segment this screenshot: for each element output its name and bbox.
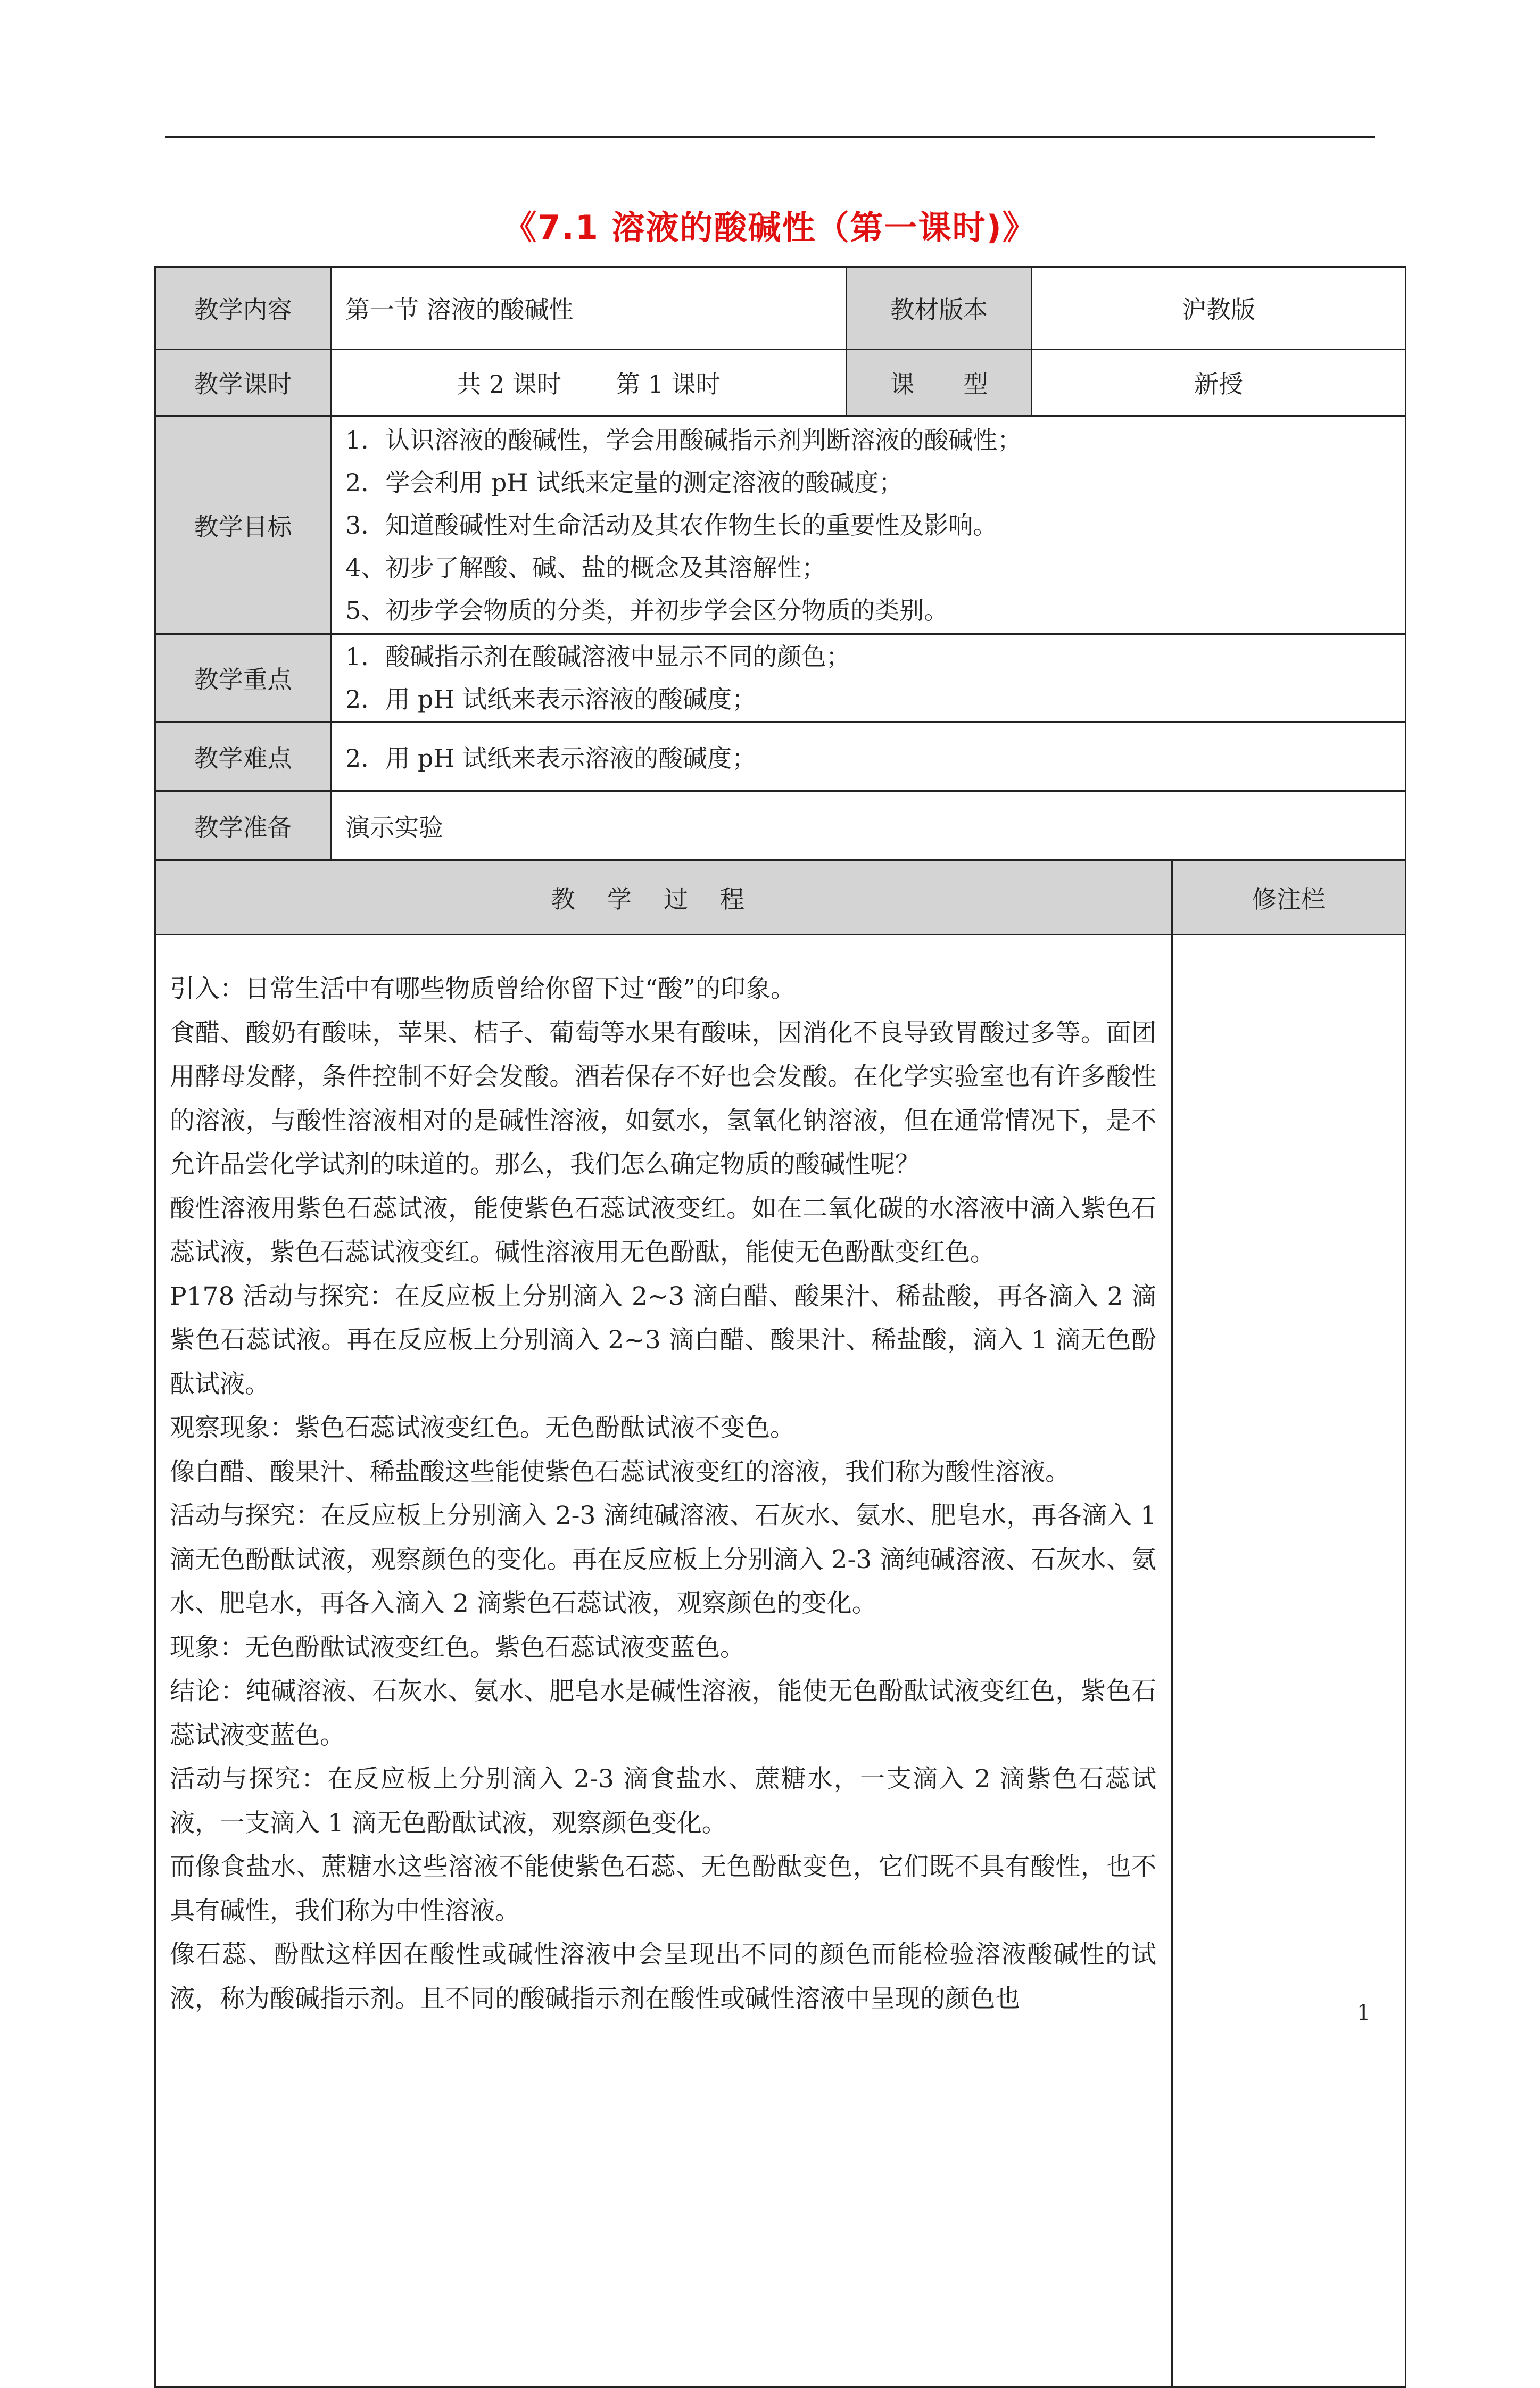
goal-item: 4、初步了解酸、碱、盐的概念及其溶解性； bbox=[345, 553, 826, 582]
process-paragraph: 活动与探究：在反应板上分别滴入 2-3 滴食盐水、蔗糖水，一支滴入 2 滴紫色石蕊试液，一支滴入 1 滴无色酚酞试液，观察颜色变化。 bbox=[170, 1764, 1156, 1838]
goal-item: 1．认识溶液的酸碱性，学会用酸碱指示剂判断溶液的酸碱性； bbox=[345, 425, 1022, 454]
row-content bbox=[155, 267, 1406, 350]
process-paragraph: 现象：无色酚酞试液变红色。紫色石蕊试液变蓝色。 bbox=[170, 1632, 745, 1662]
process-header: 教学过程 bbox=[155, 860, 1172, 935]
lesson-plan-table bbox=[154, 266, 1406, 2388]
prep-value: 演示实验 bbox=[331, 791, 1406, 860]
prep-label: 教学准备 bbox=[155, 791, 331, 860]
difficulty-label: 教学难点 bbox=[155, 722, 331, 791]
hours-label: 教学课时 bbox=[155, 350, 331, 416]
type-value: 新授 bbox=[1032, 350, 1406, 416]
page-number: 1 bbox=[1357, 2001, 1371, 2025]
process-paragraph: 结论：纯碱溶液、石灰水、氨水、肥皂水是碱性溶液，能使无色酚酞试液变红色，紫色石蕊试液变蓝色。 bbox=[170, 1677, 1156, 1750]
key-item: 2．用 pH 试纸来表示溶液的酸碱度； bbox=[345, 685, 757, 714]
goal-item: 5、初步学会物质的分类，并初步学会区分物质的类别。 bbox=[345, 595, 949, 625]
process-body bbox=[155, 935, 1172, 2387]
key-list bbox=[331, 634, 1406, 722]
key-item: 1．酸碱指示剂在酸碱溶液中显示不同的颜色； bbox=[345, 642, 851, 671]
difficulty-value: 2．用 pH 试纸来表示溶液的酸碱度； bbox=[331, 722, 1406, 791]
hours-value bbox=[331, 350, 847, 416]
notes-column bbox=[1172, 935, 1406, 2387]
goal-item: 2．学会利用 pH 试纸来定量的测定溶液的酸碱度； bbox=[345, 468, 904, 497]
goals-label: 教学目标 bbox=[155, 416, 331, 634]
goal-item: 3．知道酸碱性对生命活动及其农作物生长的重要性及影响。 bbox=[345, 510, 998, 540]
process-paragraph: 像石蕊、酚酞这样因在酸性或碱性溶液中会呈现出不同的颜色而能检验溶液酸碱性的试液，称为酸碱指示剂。且不同的酸碱指示剂在酸性或碱性溶液中呈现的颜色也 bbox=[170, 1940, 1156, 2013]
row-goals bbox=[155, 416, 1406, 634]
process-paragraph: P178 活动与探究：在反应板上分别滴入 2~3 滴白醋、酸果汁、稀盐酸，再各滴入 2 滴紫色石蕊试液。再在反应板上分别滴入 2~3 滴白醋、酸果汁、稀盐酸，滴入 1 滴无色酚酞试液。 bbox=[170, 1281, 1156, 1399]
row-difficulty bbox=[155, 722, 1406, 791]
process-paragraph: 酸性溶液用紫色石蕊试液，能使紫色石蕊试液变红。如在二氧化碳的水溶液中滴入紫色石蕊试液，紫色石蕊试液变红。碱性溶液用无色酚酞，能使无色酚酞变红色。 bbox=[170, 1193, 1156, 1267]
edition-label: 教材版本 bbox=[847, 267, 1032, 350]
hours-current: 第 1 课时 bbox=[616, 370, 721, 399]
key-label: 教学重点 bbox=[155, 634, 331, 722]
row-key-points bbox=[155, 634, 1406, 722]
process-paragraph: 像白醋、酸果汁、稀盐酸这些能使紫色石蕊试液变红的溶液，我们称为酸性溶液。 bbox=[170, 1457, 1070, 1487]
row-hours bbox=[155, 350, 1406, 416]
row-process-header bbox=[155, 860, 1406, 935]
process-paragraph: 活动与探究：在反应板上分别滴入 2-3 滴纯碱溶液、石灰水、氨水、肥皂水，再各滴入 1 滴无色酚酞试液，观察颜色的变化。再在反应板上分别滴入 2-3 滴纯碱溶液、石灰水、氨水、肥皂水，再各入滴入 2 滴紫色石蕊试液，观察颜色的变化。 bbox=[170, 1501, 1156, 1618]
content-value: 第一节 溶液的酸碱性 bbox=[331, 267, 847, 350]
process-paragraph: 食醋、酸奶有酸味，苹果、桔子、葡萄等水果有酸味，因消化不良导致胃酸过多等。面团用酵母发酵，条件控制不好会发酸。酒若保存不好也会发酸。在化学实验室也有许多酸性的溶液，与酸性溶液相对的是碱性溶液，如氨水，氢氧化钠溶液，但在通常情况下，是不允许品尝化学试剂的味道的。那么，我们怎么确定物质的酸碱性呢？ bbox=[170, 1018, 1156, 1179]
type-label: 课 型 bbox=[847, 350, 1032, 416]
edition-value: 沪教版 bbox=[1032, 267, 1406, 350]
content-label: 教学内容 bbox=[155, 267, 331, 350]
document-title: 《7.1 溶液的酸碱性（第一课时)》 bbox=[503, 208, 1037, 247]
process-paragraph: 而像食盐水、蔗糖水这些溶液不能使紫色石蕊、无色酚酞变色，它们既不具有酸性，也不具有碱性，我们称为中性溶液。 bbox=[170, 1852, 1156, 1926]
process-paragraph: 引入：日常生活中有哪些物质曾给你留下过“酸”的印象。 bbox=[170, 974, 796, 1004]
goals-list bbox=[331, 416, 1406, 634]
header-rule bbox=[165, 136, 1375, 138]
notes-header: 修注栏 bbox=[1172, 860, 1406, 935]
process-paragraph: 观察现象：紫色石蕊试液变红色。无色酚酞试液不变色。 bbox=[170, 1413, 795, 1442]
row-process-body bbox=[155, 935, 1406, 2387]
hours-total: 共 2 课时 bbox=[457, 370, 561, 399]
row-preparation bbox=[155, 791, 1406, 860]
